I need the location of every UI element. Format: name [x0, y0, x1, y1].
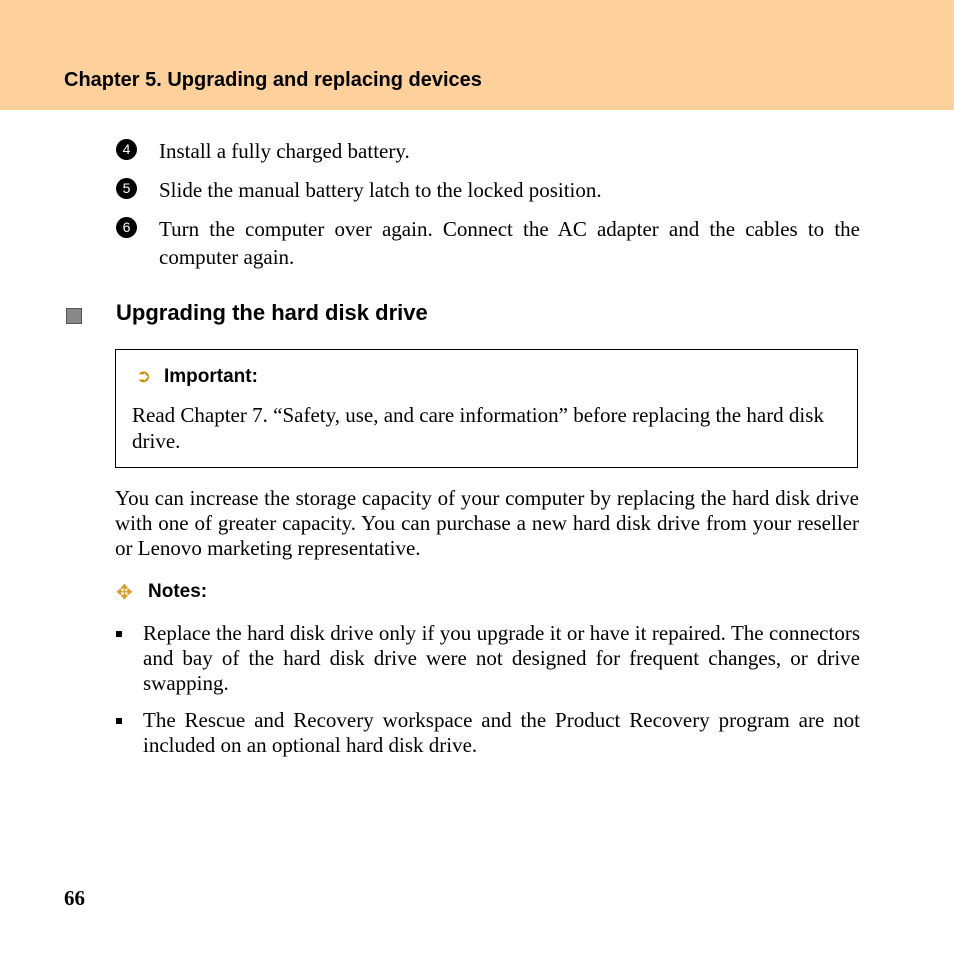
important-text: Read Chapter 7. “Safety, use, and care information” before replacing the hard disk drive. — [132, 403, 824, 453]
section-bullet-icon — [66, 308, 82, 324]
square-bullet-icon — [116, 631, 122, 637]
step-number-badge: 4 — [116, 139, 137, 160]
step-item — [116, 137, 860, 165]
step-number-badge: 5 — [116, 178, 137, 199]
step-text: Turn the computer over again. Connect the AC adapter and the cables to the computer again. — [159, 217, 860, 269]
arrow-icon: ➲ — [136, 366, 152, 387]
step-text: Install a fully charged battery. — [159, 139, 410, 163]
important-label: Important: — [164, 366, 258, 387]
list-item — [116, 708, 860, 758]
step-item — [116, 176, 860, 204]
step-number-badge: 6 — [116, 217, 137, 238]
page-number: 66 — [64, 886, 85, 910]
step-item — [116, 215, 860, 271]
note-text: The Rescue and Recovery workspace and the Product Recovery program are not included on an optional hard disk drive. — [143, 708, 860, 757]
notes-label: Notes: — [148, 581, 208, 602]
step-text: Slide the manual battery latch to the locked position. — [159, 178, 602, 202]
square-bullet-icon — [116, 718, 122, 724]
notes-icon: ✥ — [116, 580, 133, 604]
chapter-title: Chapter 5. Upgrading and replacing devices — [64, 69, 482, 91]
list-item — [116, 621, 860, 696]
chapter-header-band — [0, 0, 954, 110]
section-title: Upgrading the hard disk drive — [116, 300, 428, 325]
body-paragraph: You can increase the storage capacity of your computer by replacing the hard disk drive with one of greater capacity. You can purchase a new hard disk drive from your reseller or Lenovo marketing representative. — [115, 486, 859, 560]
note-text: Replace the hard disk drive only if you upgrade it or have it repaired. The connectors and bay of the hard disk drive were not designed for frequent changes, or drive swapping. — [143, 621, 860, 695]
important-callout — [115, 349, 858, 468]
